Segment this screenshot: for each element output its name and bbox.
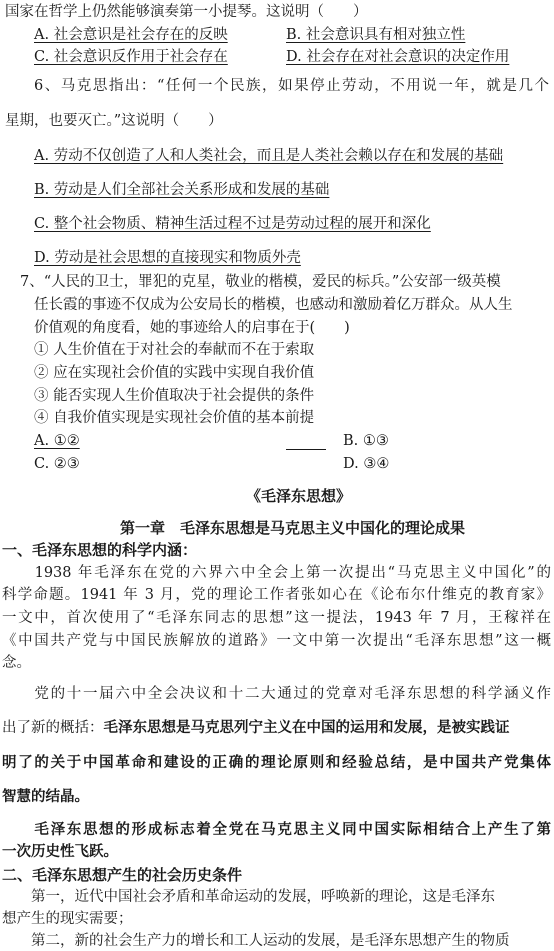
p2-line2 xyxy=(2,718,510,738)
p3-line2: 一次历史性飞跃。 xyxy=(2,843,118,860)
q5-option-c: C. 社会意识反作用于社会存在 xyxy=(34,49,228,65)
p2-line4: 智慧的结晶。 xyxy=(2,788,89,805)
q7-option-b: B. ①③ xyxy=(343,433,389,449)
q7-stem-line1: 7、“人民的卫士，罪犯的克星，敬业的楷模，爱民的标兵。”公安部一级英模 xyxy=(20,274,501,290)
heading-scientific-connotation: 一、毛泽东思想的科学内涵： xyxy=(2,541,198,559)
heading-historical-conditions: 二、毛泽东思想产生的社会历史条件 xyxy=(2,866,243,884)
p4-line1: 第一，近代中国社会矛盾和革命运动的发展，呼唤新的理论，这是毛泽东 xyxy=(2,889,495,905)
q5-option-b: B. 社会意识具有相对独立性 xyxy=(286,27,466,43)
q5-option-a: A. 社会意识是社会存在的反映 xyxy=(34,27,228,43)
p2-line2-bold: 毛泽东思想是马克思列宁主义在中国的运用和发展，是被实践证 xyxy=(103,719,510,736)
q7-item-1: ① 人生价值在于对社会的奉献而不在于索取 xyxy=(34,342,315,358)
q7-option-a: A. ①② xyxy=(34,433,80,449)
q6-option-c: C. 整个社会物质、精神生活过程不过是劳动过程的展开和深化 xyxy=(34,216,431,232)
p1-line2: 科学命题。1941 年 3 月，党的理论工作者张如心在《论布尔什维克的教育家》 xyxy=(2,587,551,603)
p4-line2: 想产生的现实需要； xyxy=(2,911,133,927)
p2-line1: 党的十一届六中全会决议和十二大通过的党章对毛泽东思想的科学涵义作 xyxy=(2,686,551,702)
p2-line3: 明了的关于中国革命和建设的正确的理论原则和经验总结，是中国共产党集体 xyxy=(2,754,551,771)
q7-item-2: ② 应在实现社会价值的实践中实现自我价值 xyxy=(34,365,315,381)
p3-line1: 毛泽东思想的形成标志着全党在马克思主义同中国实际相结合上产生了第 xyxy=(2,821,551,838)
q5-stem-end: 国家在哲学上仍然能够演奏第一小提琴。这说明（ ） xyxy=(5,4,368,20)
chapter-title: 第一章 毛泽东思想是马克思主义中国化的理论成果 xyxy=(120,519,466,537)
q7-option-d: D. ③④ xyxy=(343,456,390,472)
p1-line4: 《中国共产党与中国民族解放的道路》一文中第一次提出“毛泽东思想”这一概 xyxy=(2,633,551,649)
q7-item-3: ③ 能否实现人生价值取决于社会提供的条件 xyxy=(34,388,315,404)
q7-stem-line3: 价值观的角度看，她的事迹给人的启事在于( ) xyxy=(34,320,350,336)
q6-option-d: D. 劳动是社会思想的直接现实和物质外壳 xyxy=(34,250,301,266)
q5-option-d: D. 社会存在对社会意识的决定作用 xyxy=(286,49,510,65)
q7-stem-line2: 任长霞的事迹不仅成为公安局长的楷模，也感动和激励着亿万群众。从人生 xyxy=(34,297,513,313)
q6-stem-line2: 星期，也要灭亡。”这说明（ ） xyxy=(5,113,223,129)
q6-stem-line1: 6、马克思指出：“任何一个民族，如果停止劳动，不用说一年，就是几个 xyxy=(34,78,549,94)
p1-line5: 念。 xyxy=(2,655,31,671)
q6-option-b: B. 劳动是人们全部社会关系形成和发展的基础 xyxy=(34,182,330,198)
p5-line1: 第二，新的社会生产力的增长和工人运动的发展，是毛泽东思想产生的物质 xyxy=(2,933,510,949)
p2-line2-normal: 出了新的概括： xyxy=(2,720,104,736)
q7-item-4: ④ 自我价值实现是实现社会价值的基本前提 xyxy=(34,410,315,426)
q7-option-c: C. ②③ xyxy=(34,456,80,472)
book-title: 《毛泽东思想》 xyxy=(246,487,352,505)
p1-line3: 一文中，首次使用了“毛泽东同志的思想”这一提法，1943 年 7 月，王稼祥在 xyxy=(2,610,551,626)
q7-option-a-underline-tail xyxy=(286,431,326,450)
p1-line1: 1938 年毛泽东在党的六界六中全会上第一次提出“马克思主义中国化”的 xyxy=(2,565,551,581)
q6-option-a: A. 劳动不仅创造了人和人类社会，而且是人类社会赖以存在和发展的基础 xyxy=(34,148,504,164)
